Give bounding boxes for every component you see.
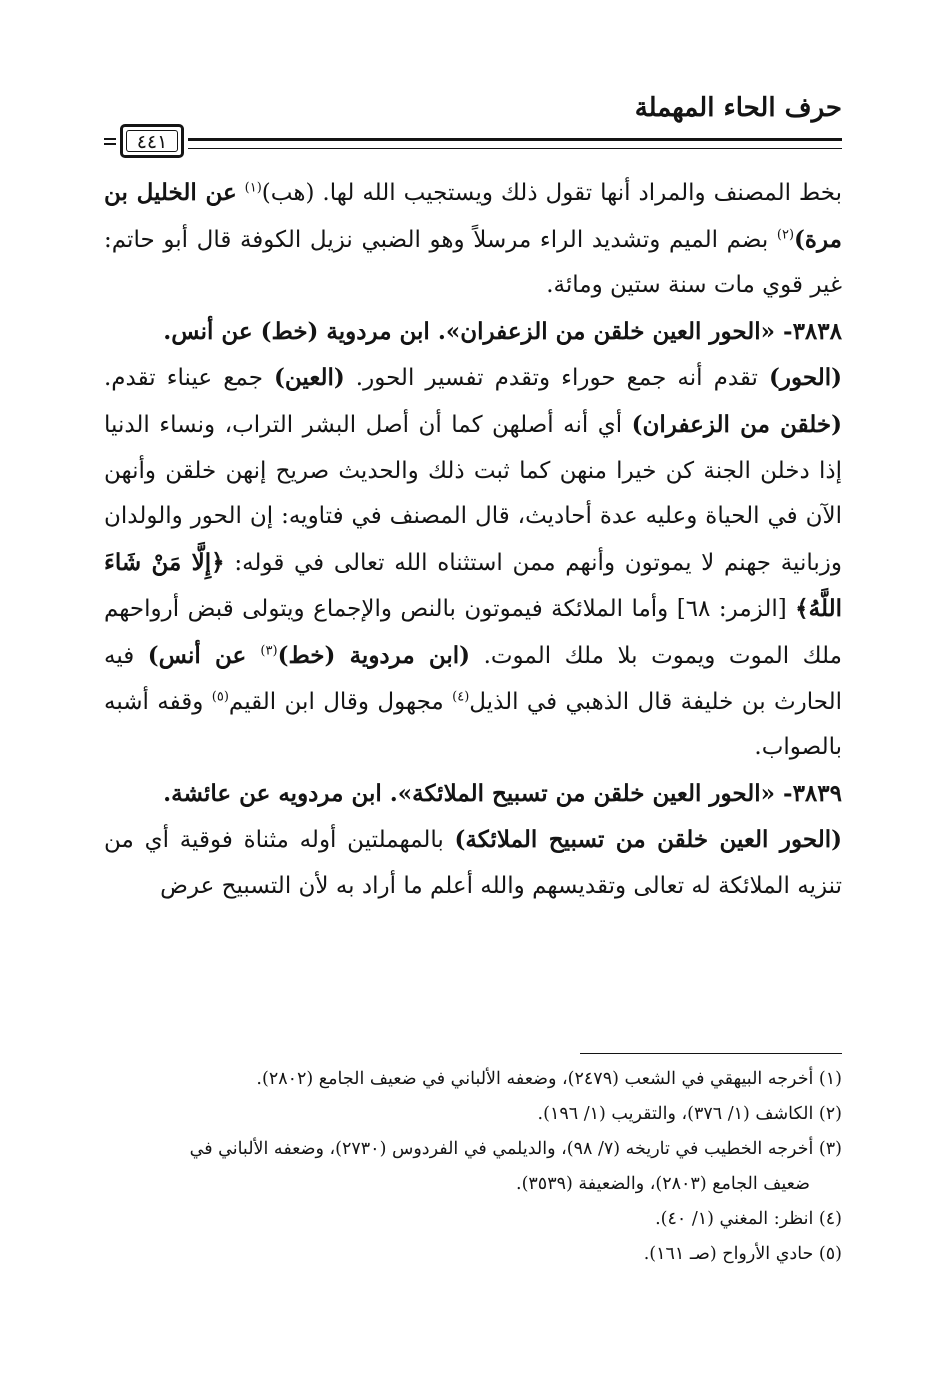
text-run-bold: (الحور): [769, 364, 842, 392]
text-run: تقدم أنه جمع حوراء وتقدم تفسير الحور.: [344, 365, 769, 392]
text-run: أي أنه أصلهن كما أن أصل البشر التراب، ونساء الدنيا إذا دخلن الجنة كن خيرا منهن كما ثبت ذلك والحديث صريح إنهن خلقن وأنهن الآن في الحياة وعليه عدة أحاديث، قال المصنف في فتاويه: إن الحور والولدان وزبانية جهنم لا يموتون وأنهم ممن استثناه الله تعالى في قوله:: [104, 411, 843, 576]
page-number-box: [120, 124, 184, 158]
text-run: [الزمر: ٦٨] وأما الملائكة فيموتون بالنص والإجماع ويتولى قبض أرواحهم ملك الموت ويموت بلا ملك الموت.: [104, 596, 842, 669]
text-run: مجهول وقال ابن القيم: [228, 688, 453, 715]
commentary-3838: [104, 355, 842, 770]
hadith-heading: ٣٨٣٨- «الحور العين خلقن من الزعفران». ابن مردوية (خط) عن أنس.: [163, 317, 842, 345]
main-text: [104, 170, 842, 1010]
footnote-2: (٢) الكاشف (١/ ٣٧٦)، والتقريب (١/ ١٩٦).: [537, 1104, 842, 1124]
footnote-separator: [580, 1053, 842, 1054]
paragraph-continued: [104, 170, 842, 309]
footnote-3-continued: ضعيف الجامع (٢٨٠٣)، والضعيفة (٣٥٣٩).: [516, 1174, 810, 1194]
text-run: بضم الميم وتشديد الراء مرسلاً وهو الضبي نزيل الكوفة قال أبو حاتم: غير قوي مات سنة ستين ومائة.: [104, 226, 842, 299]
footnote-ref-4: (٤): [452, 688, 470, 704]
footnote-3: (٣) أخرجه الخطيب في تاريخه (٧/ ٩٨)، والديلمي في الفردوس (٢٧٣٠)، وضعفه الألباني في: [189, 1139, 842, 1159]
header-double-rule: [188, 138, 842, 149]
footnote-1: (١) أخرجه البيهقي في الشعب (٢٤٧٩)، وضعفه الألباني في ضعيف الجامع (٢٨٠٢).: [256, 1069, 842, 1089]
text-run: بالمهملتين أوله مثناة فوقية أي من تنزيه الملائكة له تعالى وتقديسهم والله أعلم ما أراد به لأن التسبيح عرض: [104, 827, 842, 899]
footnotes: [104, 1062, 842, 1312]
hadith-entry-3839: [104, 771, 842, 818]
page-number: ٤٤١: [126, 130, 178, 152]
text-run: بخط المصنف والمراد أنها تقول ذلك ويستجيب الله لها. (هب): [261, 180, 843, 206]
commentary-3839: [104, 817, 842, 909]
footnote-4: (٤) انظر: المغني (١/ ٤٠).: [655, 1209, 842, 1229]
hadith-entry-3838: [104, 309, 842, 356]
text-run-bold: (العين): [274, 364, 345, 392]
header-rule-end-mark: [104, 138, 116, 145]
text-run-bold: (ابن مردوية (خط): [277, 641, 471, 669]
footnote-5: (٥) حادي الأرواح (صـ ١٦١).: [643, 1244, 842, 1264]
text-run-bold: عن الخليل بن مرة): [104, 179, 842, 253]
text-run: وقفه أشبه بالصواب.: [104, 688, 842, 761]
text-run: جمع عيناء تقدم.: [104, 365, 275, 392]
text-run-bold: (خلقن من الزعفران): [631, 410, 842, 438]
text-run-bold: (الحور العين خلقن من تسبيح الملائكة): [454, 826, 842, 854]
running-header-title: حرف الحاء المهملة: [634, 93, 842, 123]
footnote-ref-5: (٥): [211, 688, 229, 704]
text-run: فيه الحارث بن خليفة قال الذهبي في الذيل: [104, 642, 843, 715]
text-run-bold: عن أنس): [147, 641, 261, 669]
hadith-heading: ٣٨٣٩- «الحور العين خلقن من تسبيح الملائكة». ابن مردويه عن عائشة.: [163, 779, 842, 807]
footnote-ref-3: (٣): [260, 643, 278, 659]
footnote-ref-1: (١): [244, 180, 262, 196]
quran-quote: ﴿إِلَّا مَنْ شَاءَ اللَّهُ﴾: [104, 548, 842, 623]
footnote-ref-2: (٢): [776, 226, 795, 242]
